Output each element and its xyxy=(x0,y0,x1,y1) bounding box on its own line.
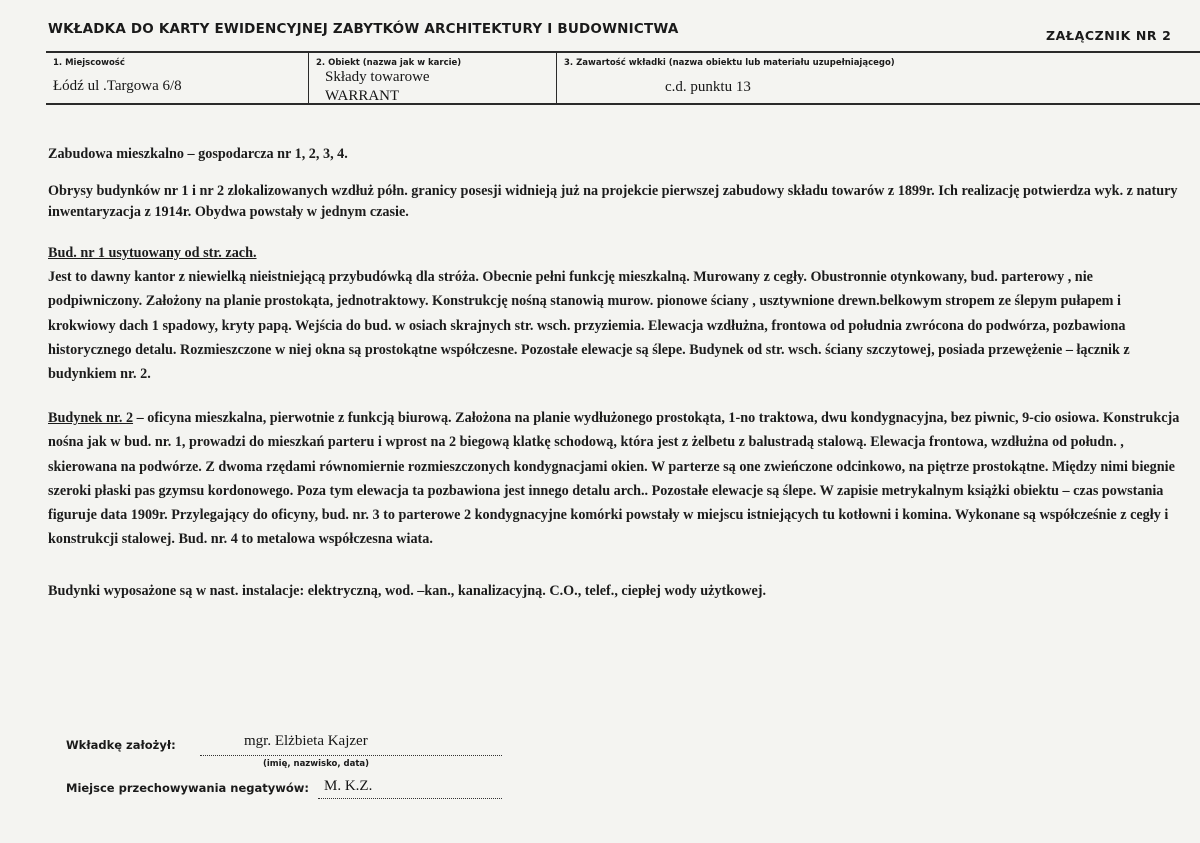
intro-paragraph: Obrysy budynków nr 1 i nr 2 zlokalizowanych wzdłuż półn. granicy posesji widnieją już na projekcie pierwszej zabudowy składu towarów z 1899r. Ich realizację potwierdza wyk. z natury inwentaryzacja z 1914r. Obydwa powstały w jednym czasie. xyxy=(48,183,1178,220)
prepared-by-dotted-line xyxy=(200,755,502,756)
document-title: WKŁADKA DO KARTY EWIDENCYJNEJ ZABYTKÓW ARCHITEKTURY I BUDOWNICTWA xyxy=(48,21,679,37)
building-3-4-text: Przylegający do oficyny, bud. nr. 3 to parterowe 2 kondygnacyjne komórki powstały w miejscu istniejących tu kotłowni i komina. Wykonane są współcześnie z cegły i konstrukcji stalowej. Bud. nr. 4 to metalowa współczesna wiata. xyxy=(48,507,1169,548)
object-label: 2. Obiekt (nazwa jak w karcie) xyxy=(316,58,462,68)
content-label: 3. Zawartość wkładki (nazwa obiektu lub materiału uzupełniającego) xyxy=(564,58,895,68)
building-2-text: – oficyna mieszkalna, pierwotnie z funkcją biurową. Założona na planie wydłużonego prostokąta, 1-no traktowa, dwu kondygnacyjna, bez piwnic, 9-cio osiowa. Konstrukcja nośna jak w bud. nr. 1, prowadzi do mieszkań parteru i wprost na 2 biegową klatkę schodową, która jest z żelbetu z balustradą stalową. Elewacja frontowa, wzdłużna od połudn. , skierowana na podwórze. Z dwoma rzędami równomiernie rozmieszczonych kondygnacjami okien. W parterze są one zwieńczone odcinkowo, na piętrze prostokątne. Między nimi biegnie szeroki płaski pas gzymsu kordonowego. Poza tym elewacja ta pozbawiona jest innego detalu arch.. Pozostałe elewacje są ślepe. W zapisie metrykalnym książki obiektu – czas powstania figuruje data 1909r. xyxy=(48,410,1180,524)
locality-value: Łódź ul .Targowa 6/8 xyxy=(53,78,182,94)
annex-number: ZAŁĄCZNIK NR 2 xyxy=(1046,28,1172,43)
section-heading: Zabudowa mieszkalno – gospodarcza nr 1, 2, 3, 4. xyxy=(48,146,348,162)
storage-label: Miejsce przechowywania negatywów: xyxy=(66,781,310,795)
locality-label: 1. Miejscowość xyxy=(53,58,125,68)
object-value-line2: WARRANT xyxy=(325,88,400,104)
prepared-by-caption: (imię, nazwisko, data) xyxy=(263,759,370,769)
building-2-title: Budynek nr. 2 xyxy=(48,410,134,427)
content-cell xyxy=(556,53,1200,103)
header-form-table xyxy=(46,51,1200,105)
prepared-by-value: mgr. Elżbieta Kajzer xyxy=(244,733,368,749)
object-value-line1: Składy towarowe xyxy=(325,69,430,85)
building-1-paragraph: Jest to dawny kantor z niewielką nieistniejącą przybudówką dla stróża. Obecnie pełni funkcję mieszkalną. Murowany z cegły. Obustronnie otynkowany, bud. parterowy , nie podpiwniczony. Założony na planie prostokąta, jednotraktowy. Konstrukcję nośną stanowią murow. pionowe ściany , usztywnione drewn.belkowym stropem ze ślepym pułapem i krokwiowy dach 1 spadowy, kryty papą. Wejścia do bud. w osiach skrajnych str. wsch. przyziemia. Elewacja wzdłużna, frontowa od południa zwrócona do podwórza, pozbawiona historycznego detalu. Rozmieszczone w niej okna są prostokątne współczesne. Pozostałe elewacje są ślepe. Budynek od str. wsch. ściany szczytowej, posiada przewężenie – łącznik z budynkiem nr. 2. xyxy=(48,269,1130,383)
installations-paragraph: Budynki wyposażone są w nast. instalacje: elektryczną, wod. –kan., kanalizacyjną. C.O., telef., ciepłej wody użytkowej. xyxy=(48,583,767,600)
document-body xyxy=(48,146,1188,600)
locality-cell xyxy=(46,53,308,103)
storage-value: M. K.Z. xyxy=(324,778,373,794)
storage-dotted-line xyxy=(318,798,502,799)
building-1-title: Bud. nr 1 usytuowany od str. zach. xyxy=(48,245,257,261)
object-cell xyxy=(308,53,557,103)
content-value: c.d. punktu 13 xyxy=(665,79,751,95)
prepared-by-label: Wkładkę założył: xyxy=(66,738,176,752)
building-2-paragraph xyxy=(48,406,1188,551)
